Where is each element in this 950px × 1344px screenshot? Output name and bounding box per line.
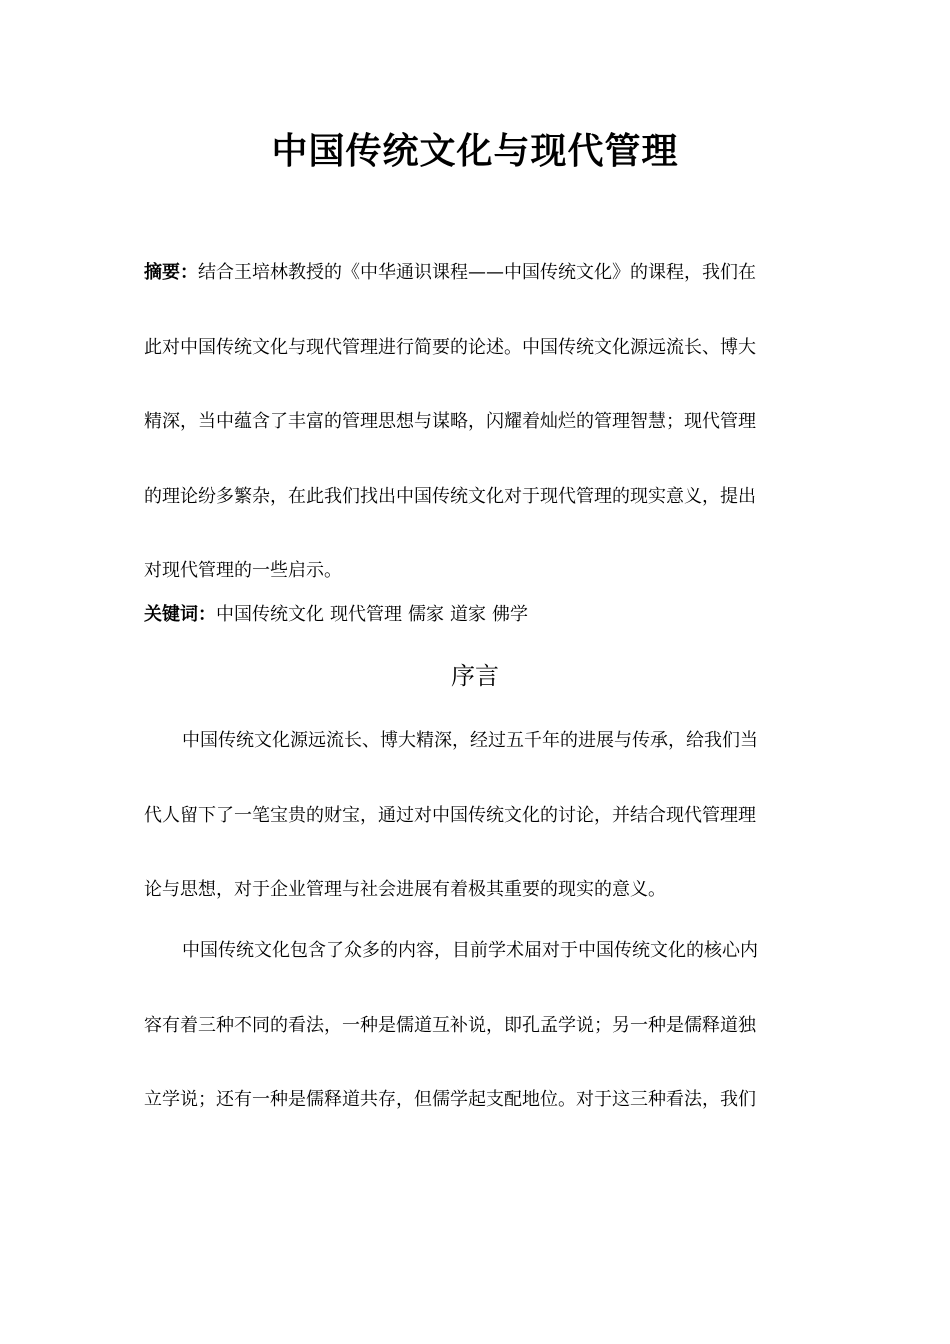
abstract-line: 的理论纷多繁杂，在此我们找出中国传统文化对于现代管理的现实意义，提出 [144, 485, 756, 507]
abstract-block [144, 236, 800, 609]
keyword-item: 儒家 [408, 604, 444, 625]
abstract-line: 此对中国传统文化与现代管理进行简要的论述。中国传统文化源远流长、博大 [144, 336, 756, 358]
abstract-label: 摘要： [144, 262, 198, 283]
abstract-line: 精深，当中蕴含了丰富的管理思想与谋略，闪耀着灿烂的管理智慧；现代管理 [144, 411, 756, 432]
paragraph-line: 立学说；还有一种是儒释道共存，但儒学起支配地位。对于这三种看法，我们 [144, 1089, 756, 1110]
abstract-text: 结合王培林教授的《中华通识课程——中国传统文化》的课程，我们在 [198, 262, 756, 283]
section-heading: 序言 [451, 662, 499, 690]
body-paragraph [144, 914, 800, 1138]
abstract-line [144, 236, 800, 311]
keyword-item: 现代管理 [330, 604, 402, 625]
paragraph-line: 中国传统文化包含了众多的内容，目前学术届对于中国传统文化的核心内 [182, 940, 758, 961]
paragraph-line: 容有着三种不同的看法，一种是儒道互补说，即孔孟学说；另一种是儒释道独 [144, 1014, 756, 1036]
keywords-label: 关键词： [144, 604, 216, 625]
keyword-item: 佛学 [492, 604, 528, 625]
paragraph-line: 代人留下了一笔宝贵的财宝，通过对中国传统文化的讨论，并结合现代管理理 [144, 804, 756, 826]
keyword-item: 道家 [450, 604, 486, 625]
paragraph-line: 论与思想，对于企业管理与社会进展有着极其重要的现实的意义。 [144, 879, 666, 900]
keywords-block [144, 600, 800, 630]
abstract-line: 对现代管理的一些启示。 [144, 560, 342, 581]
body-paragraph [144, 704, 800, 928]
paragraph-line: 中国传统文化源远流长、博大精深，经过五千年的进展与传承，给我们当 [182, 730, 758, 751]
document-title: 中国传统文化与现代管理 [271, 131, 679, 172]
keyword-item: 中国传统文化 [216, 604, 324, 625]
